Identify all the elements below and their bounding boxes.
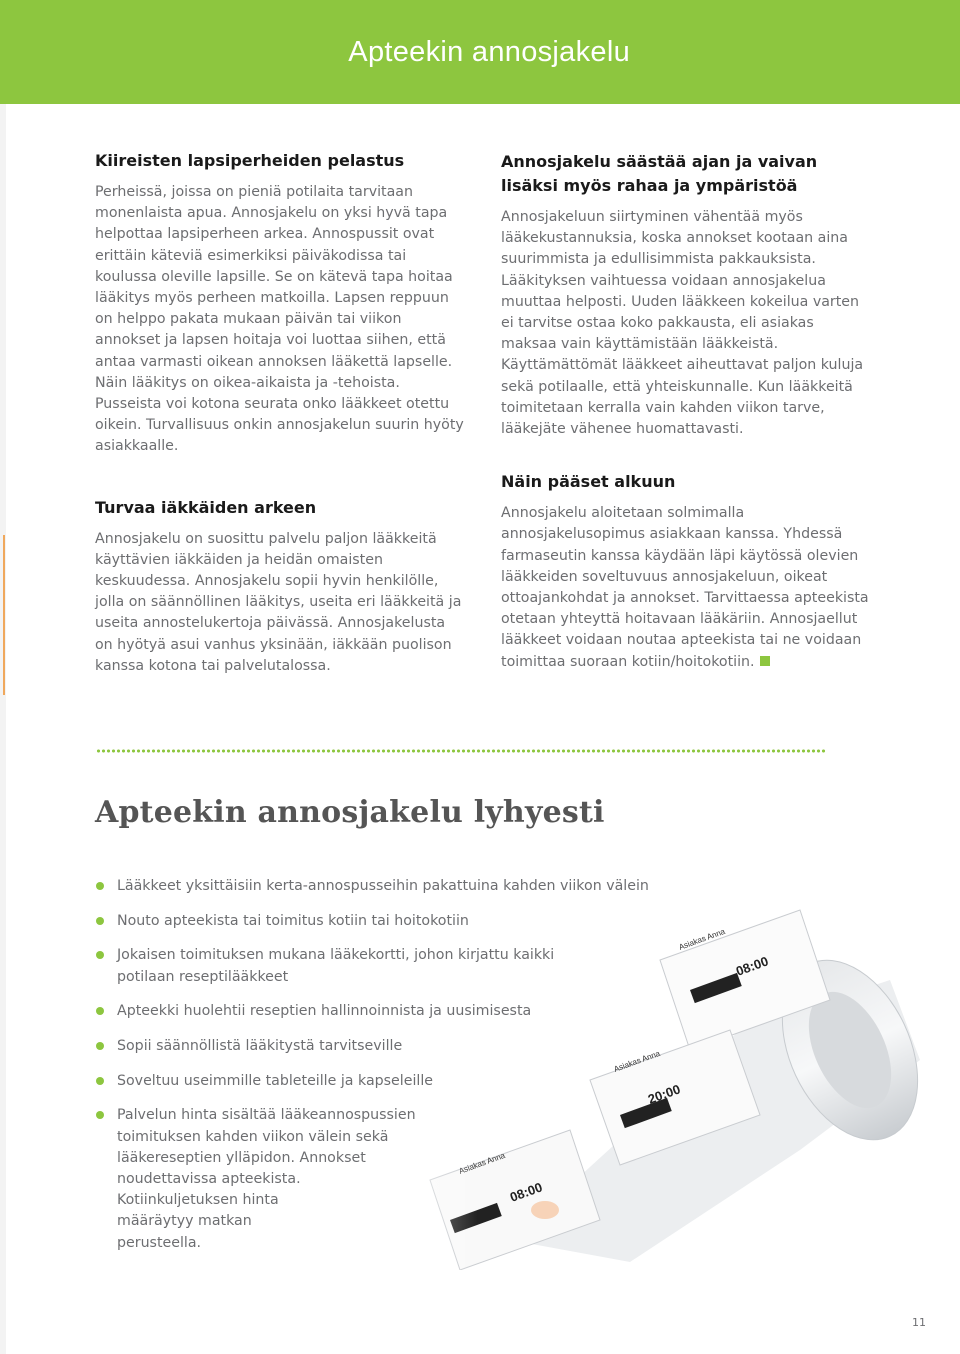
summary-bullet-list [96,876,716,1254]
section-heading-getting-started: Näin pääset alkuun [501,472,676,492]
bullet-icon [96,1042,104,1050]
header-bar [0,0,960,104]
bullet-icon [96,1077,104,1085]
section-heading-elderly: Turvaa iäkkäiden arkeen [95,497,317,517]
section-body-savings: Annosjakeluun siirtyminen vähentää myös lääkekustannuksia, koska annokset kootaan aina suurimmista ja edullisimmista pakkauksista. Lääkityksen vaihtuessa voidaan annosjakelua muuttaa helposti. Uuden lääkkeen kokeilua varten ei tarvitse ostaa koko pakkausta, eli asiakas maksaa vain käyttämistään lääkkeistä. Käyttämättömät lääkkeet aiheuttavat paljon kuluja sekä potilaalle, että yhteiskunnalle. Kun lääkkeitä toimitetaan kerralla vain kahden viikon tarve, lääkejäte vähenee huomattavasti. [501,209,864,438]
bullet-text: Sopii säännöllistä lääkitystä tarvitseville [117,1038,403,1055]
bullet-icon [96,882,104,890]
list-item [96,1001,716,1022]
list-item [96,1071,716,1092]
bullet-text: Apteekki huolehtii reseptien hallinnoinnista ja uusimisesta [117,1003,532,1020]
bullet-icon [96,1007,104,1015]
page-number: 11 [912,1316,926,1329]
bullet-icon [96,1111,104,1119]
right-column [501,150,871,673]
end-mark-icon [760,656,770,666]
bullet-text: Lääkkeet yksittäisiin kerta-annospusseihin pakattuina kahden viikon välein [117,878,649,894]
section-body-elderly: Annosjakelu on suosittu palvelu paljon lääkkeitä käyttävien iäkkäiden ja heidän omaisten keskuudessa. Annosjakelu sopii hyvin henkilölle, jolla on säännöllinen lääkitys, useita eri lääkkeitä ja useita annostelukertoja päivässä. Annosjakelusta on hyötyä asui vanhus yksinään, iäkkään puolison kanssa kotona tai palvelutalossa. [95,530,462,674]
list-item [96,876,716,897]
list-item [96,1036,716,1057]
getting-started-text: Annosjakelu aloitetaan solmimalla annosjakelusopimus asiakkaan kanssa. Yhdessä farmaseutin kanssa käydään läpi käytössä olevien lääkkeiden soveltuvuus annosjakeluun, oikeat ottoajankohdat ja annokset. Tarvittaessa apteekista otetaan yhteyttä hoitavaan lääkäriin. Annosjaellut lääkkeet voidaan noutaa apteekista tai ne voidaan toimittaa suoraan kotiin/hoitokotiin. [501,505,869,670]
bullet-text: Jokaisen toimituksen mukana lääkekortti, johon kirjattu kaikki potilaan reseptilääkkeet [117,947,555,985]
summary-title: Apteekin annosjakelu lyhyesti [95,795,605,830]
bullet-icon [96,951,104,959]
left-edge-accent [3,535,5,695]
page-title: Apteekin annosjakelu [348,36,630,68]
section-heading-families: Kiireisten lapsiperheiden pelastus [95,151,405,170]
dotted-divider [96,749,826,753]
section-body-families: Perheissä, joissa on pieniä potilaita tarvitaan monenlaista apua. Annosjakelu on yksi hyvä tapa helpottaa lapsiperheen arkea. Annospussit ovat erittäin käteviä esimerkiksi päiväkodissa tai koulussa oleville lapsille. Se on kätevä tapa hoitaa lääkitys myös perheen matkoilla. Lapsen reppuun on helppo pakata mukaan päivän tai viikon annokset ja lapsen hoitaja voi luottaa siihen, että antaa varmasti oikean annoksen lääkettä lapselle. Näin lääkitys on oikea-aikaista ja -tehoista. Pusseista voi kotona seurata onko lääkkeet otettu oikein. Turvallisuus onkin annosjakelun suurin hyöty asiakkaalle. [95,184,464,455]
section-body-getting-started [501,503,871,673]
bullet-icon [96,917,104,925]
bullet-text: Soveltuu useimmille tableteille ja kapseleille [117,1072,434,1089]
bullet-text-continued: Kotiinkuljetuksen hinta määräytyy matkan perusteella. [117,1192,279,1251]
left-column [95,149,465,677]
list-item [96,945,567,987]
bullet-text: Palvelun hinta sisältää lääkeannospussien toimituksen kahden viikon välein sekä lääkereseptien ylläpidon. Annokset noudettavissa apteekista. [117,1107,416,1188]
section-heading-savings: Annosjakelu säästää ajan ja vaivan lisäksi myös rahaa ja ympäristöä [501,152,818,195]
list-item [96,911,716,932]
list-item [96,1105,447,1253]
bullet-text: Nouto apteekista tai toimitus kotiin tai hoitokotiin [117,912,469,929]
